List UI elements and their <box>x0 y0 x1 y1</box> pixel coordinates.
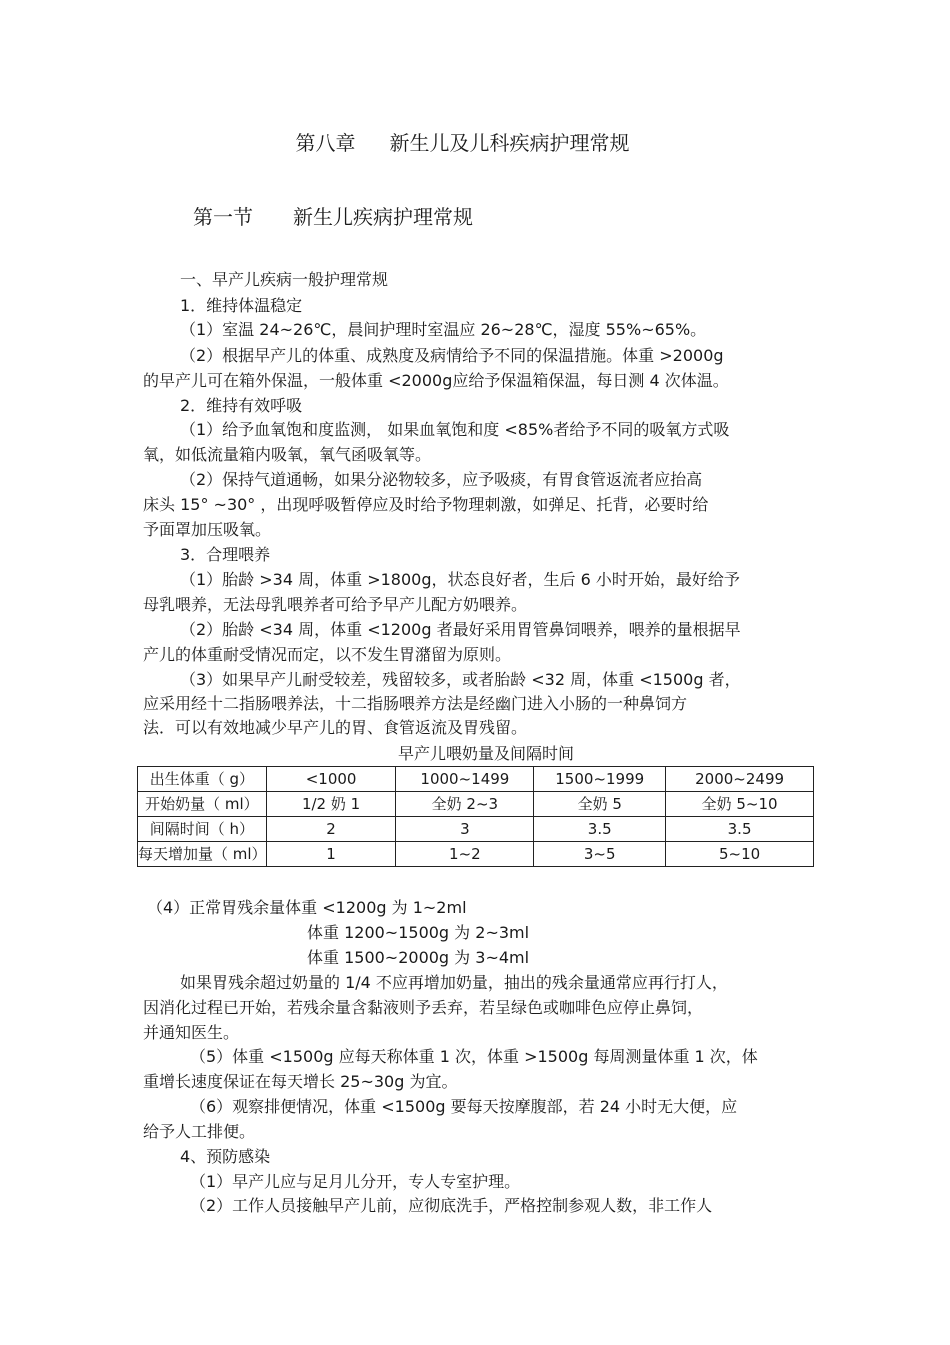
table-caption: 早产儿喂奶量及间隔时间 <box>397 744 574 763</box>
table-cell: <1000 <box>266 767 396 792</box>
table-cell: 3.5 <box>666 817 814 842</box>
table-cell: 全奶 5~10 <box>666 792 814 817</box>
paragraph-line: 如果胃残余超过奶量的 1/4 不应再增加奶量，抽出的残余量通常应再行打人， <box>180 973 728 992</box>
chapter-number: 第八章 <box>295 131 356 155</box>
paragraph-line: （4）正常胃残余量体重 <1200g 为 1~2ml <box>147 898 467 917</box>
table-header-cell: 开始奶量（ ml） <box>138 792 267 817</box>
table-cell: 1~2 <box>396 842 534 867</box>
paragraph-line: 产儿的体重耐受情况而定，以不发生胃潴留为原则。 <box>143 645 512 664</box>
paragraph-line: 氧，如低流量箱内吸氧，氧气函吸氧等。 <box>143 445 432 464</box>
paragraph-line: （6）观察排便情况，体重 <1500g 要每天按摩腹部，若 24 小时无大便，应 <box>190 1097 738 1116</box>
table-cell: 1500~1999 <box>534 767 666 792</box>
paragraph-line: 重增长速度保证在每天增长 25~30g 为宜。 <box>143 1072 458 1091</box>
paragraph-line: （1）室温 24~26℃，晨间护理时室温应 26~28℃，湿度 55%~65%。 <box>180 320 707 339</box>
table-cell: 全奶 2~3 <box>396 792 534 817</box>
item-heading: 4、预防感染 <box>180 1147 271 1166</box>
paragraph-line: 予面罩加压吸氧。 <box>143 520 272 539</box>
table-cell: 2000~2499 <box>666 767 814 792</box>
paragraph-line: 并通知医生。 <box>143 1023 240 1042</box>
table-cell: 3 <box>396 817 534 842</box>
paragraph-line: 应采用经十二指肠喂养法，十二指肠喂养方法是经幽门进入小肠的一种鼻饲方 <box>143 694 688 713</box>
paragraph-line: （1）早产儿应与足月儿分开，专人专室护理。 <box>190 1172 521 1191</box>
paragraph-line: （2）胎龄 <34 周，体重 <1200g 者最好采用胃管鼻饲喂养，喂养的量根据早 <box>180 620 741 639</box>
table-cell: 3.5 <box>534 817 666 842</box>
table-cell: 1 <box>266 842 396 867</box>
paragraph-line: 的早产儿可在箱外保温，一般体重 <2000g应给予保温箱保温，每日测 4 次体温。 <box>143 371 729 390</box>
table-cell: 2 <box>266 817 396 842</box>
section-heading <box>193 205 473 229</box>
section-title: 新生儿疾病护理常规 <box>293 205 473 229</box>
item-heading: 3．合理喂养 <box>180 545 271 564</box>
table-cell: 全奶 5 <box>534 792 666 817</box>
feeding-table <box>137 766 814 867</box>
paragraph-line: 给予人工排便。 <box>143 1122 256 1141</box>
paragraph-line: （1）胎龄 >34 周，体重 >1800g，状态良好者，生后 6 小时开始，最好给予 <box>180 570 740 589</box>
table-cell: 1000~1499 <box>396 767 534 792</box>
subheading: 一、早产儿疾病一般护理常规 <box>180 270 389 289</box>
chapter-title: 新生儿及儿科疾病护理常规 <box>389 131 630 155</box>
item-heading: 2．维持有效呼吸 <box>180 396 303 415</box>
paragraph-line: 法．可以有效地减少早产儿的胃、食管返流及胃残留。 <box>143 718 528 737</box>
paragraph-line: （2）根据早产儿的体重、成熟度及病情给予不同的保温措施。体重 >2000g <box>180 346 724 365</box>
table-header-cell: 每天增加量（ ml） <box>138 842 267 867</box>
paragraph-line: 床头 15° ~30° ，出现呼吸暂停应及时给予物理刺激，如弹足、托背，必要时给 <box>143 495 709 514</box>
table-row <box>138 792 814 817</box>
paragraph-line: （3）如果早产儿耐受较差，残留较多，或者胎龄 <32 周，体重 <1500g 者， <box>180 670 741 689</box>
paragraph-line: （2）保持气道通畅，如果分泌物较多，应予吸痰，有胃食管返流者应抬高 <box>180 470 703 489</box>
paragraph-line: 体重 1500~2000g 为 3~4ml <box>307 948 530 967</box>
table-cell: 3~5 <box>534 842 666 867</box>
paragraph-line: （5）体重 <1500g 应每天称体重 1 次，体重 >1500g 每周测量体重 1 次，体 <box>190 1047 758 1066</box>
table-row <box>138 842 814 867</box>
table-header-cell: 出生体重（ g） <box>138 767 267 792</box>
item-heading: 1．维持体温稳定 <box>180 296 303 315</box>
section-number: 第一节 <box>193 205 253 229</box>
chapter-heading <box>0 131 925 155</box>
table-cell: 1/2 奶 1 <box>266 792 396 817</box>
paragraph-line: 母乳喂养，无法母乳喂养者可给予早产儿配方奶喂养。 <box>143 595 528 614</box>
paragraph-line: （1）给予血氧饱和度监测， 如果血氧饱和度 <85%者给予不同的吸氧方式吸 <box>180 420 730 439</box>
paragraph-line: （2）工作人员接触早产儿前，应彻底洗手，严格控制参观人数，非工作人 <box>190 1196 713 1215</box>
table-cell: 5~10 <box>666 842 814 867</box>
table-row <box>138 767 814 792</box>
table-header-cell: 间隔时间（ h） <box>138 817 267 842</box>
paragraph-line: 因消化过程已开始，若残余量含黏液则予丢弃，若呈绿色或咖啡色应停止鼻饲， <box>143 998 704 1017</box>
paragraph-line: 体重 1200~1500g 为 2~3ml <box>307 923 530 942</box>
table-row <box>138 817 814 842</box>
